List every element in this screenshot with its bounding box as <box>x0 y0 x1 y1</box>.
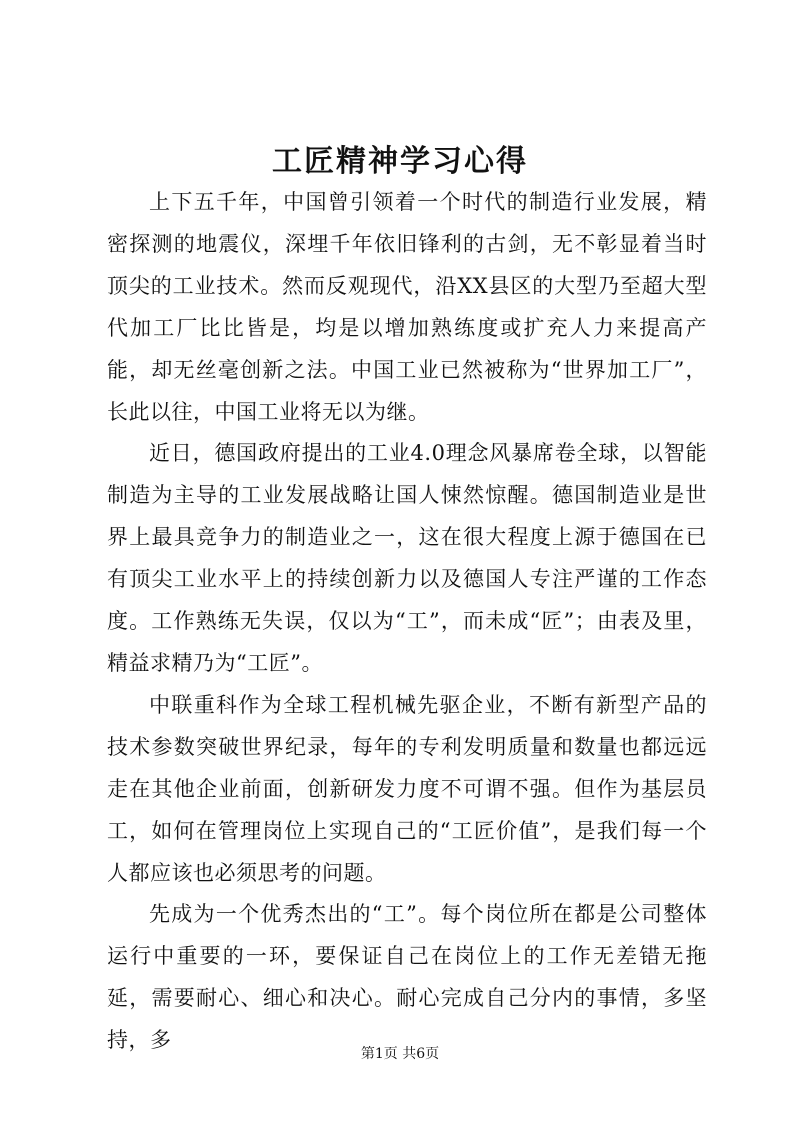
paragraph: 上下五千年，中国曾引领着一个时代的制造行业发展，精密探测的地震仪，深埋千年依旧锋利的古剑，无不彰显着当时顶尖的工业技术。然而反观现代，沿XX县区的大型乃至超大型代加工厂比比皆是，均是以增加熟练度或扩充人力来提高产能，却无丝毫创新之法。中国工业已然被称为“世界加工厂”，长此以往，中国工业将无以为继。 <box>107 190 707 424</box>
document-title: 工匠精神学习心得 <box>272 144 528 179</box>
paragraph: 先成为一个优秀杰出的“工”。每个岗位所在都是公司整体运行中重要的一环，要保证自己在岗位上的工作无差错无拖延，需要耐心、细心和决心。耐心完成自己分内的事情，多坚持，多 <box>107 902 707 1053</box>
paragraph: 近日，德国政府提出的工业4.0理念风暴席卷全球，以智能制造为主导的工业发展战略让国人悚然惊醒。德国制造业是世界上最具竞争力的制造业之一，这在很大程度上源于德国在已有顶尖工业水平上的持续创新力以及德国人专注严谨的工作态度。工作熟练无失误，仅以为“工”，而未成“匠”；由表及里，精益求精乃为“工匠”。 <box>107 441 707 675</box>
page-number-footer: 第1页 共6页 <box>360 1046 440 1062</box>
paragraph: 中联重科作为全球工程机械先驱企业，不断有新型产品的技术参数突破世界纪录，每年的专利发明质量和数量也都远远走在其他企业前面，创新研发力度不可谓不强。但作为基层员工，如何在管理岗位上实现自己的“工匠价值”，是我们每一个人都应该也必须思考的问题。 <box>107 692 707 885</box>
document-body <box>107 182 707 1062</box>
